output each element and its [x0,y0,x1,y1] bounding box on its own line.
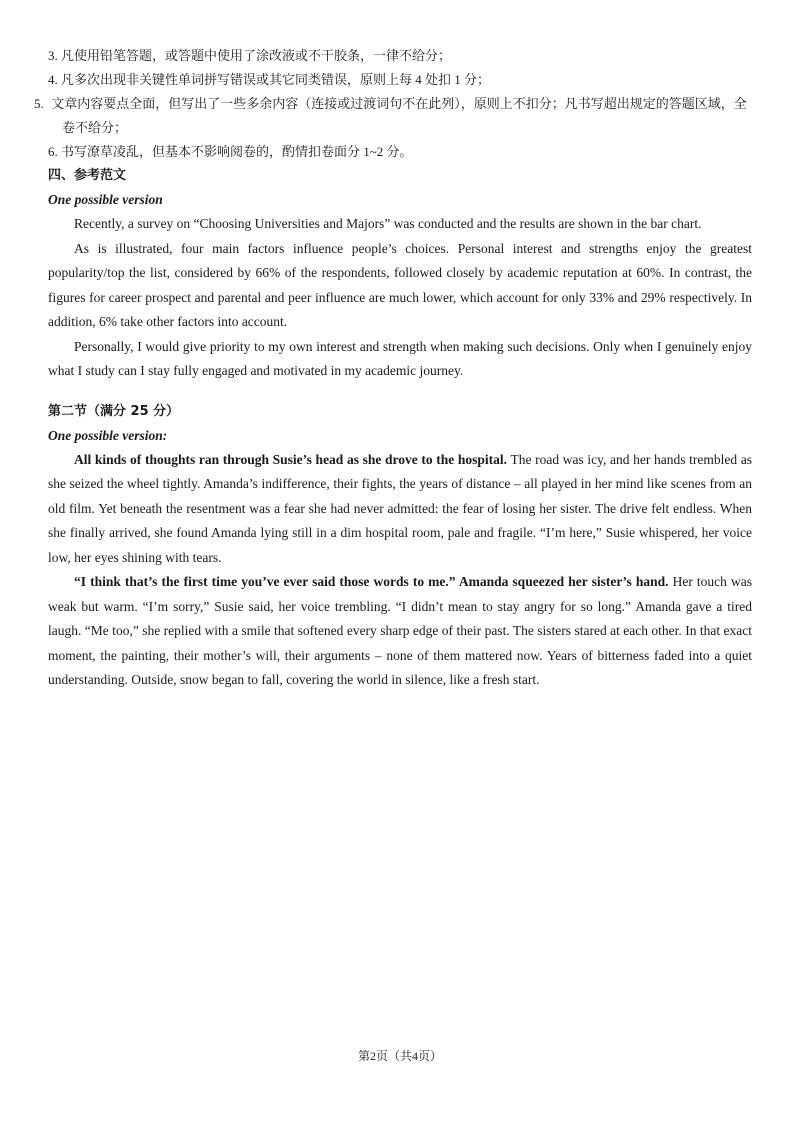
rule-item-5: 5. 文章内容要点全面，但写出了一些多余内容（连接或过渡词句不在此列），原则上不扣分；凡书写超出规定的答题区域，全卷不给分； [34,96,747,135]
document-page [34,44,752,693]
version-label: One possible version [48,192,163,207]
page-number-footer: 第2页（共4页） [357,1049,442,1063]
section-spacer [48,384,752,400]
rule-text: 文章内容要点全面，但写出了一些多余内容（连接或过渡词句不在此列），原则上不扣分；凡书写超出规定的答题区域，全卷不给分； [51,96,747,135]
rule-number: 6. [48,144,58,159]
essay-paragraph-1: Recently, a survey on “Choosing Universities and Majors” was conducted and the results are shown in the bar chart. [74,216,702,231]
story-paragraph-2 [48,570,752,693]
essay-paragraph-2: As is illustrated, four main factors influence people’s choices. Personal interest and strengths enjoy the greatest popularity/top the list, considered by 66% of the respondents, followed closely by academic reputation at 60%. In contrast, the figures for career prospect and parental and peer influence are much lower, which account for only 33% and 29% respectively. In addition, 6% take other factors into account. [48,240,752,329]
rule-text: 凡使用铅笔答题，或答题中使用了涂改液或不干胶条，一律不给分； [61,48,452,63]
rule-number: 3. [48,48,58,63]
rule-text: 书写潦草凌乱，但基本不影响阅卷的，酌情扣卷面分 1~2 分。 [61,144,413,159]
rule-text: 凡多次出现非关键性单词拼写错误或其它同类错误，原则上每 4 处扣 1 分； [61,72,491,87]
section-heading-part-two: 第二节（满分 25 分） [48,403,180,419]
rule-item-3 [48,44,752,68]
story-second-opening-sentence: “I think that’s the first time you’ve ever said those words to me.” Amanda squeezed her sister’s hand. [74,574,669,589]
rule-item-4 [48,68,752,92]
section-heading-sample-essay: 四、参考范文 [48,168,127,183]
essay-paragraph-3: Personally, I would give priority to my own interest and strength when making such decisions. Only when I genuinely enjoy what I study can I stay fully engaged and motivated in my academic journey. [48,338,752,378]
story-paragraph-1 [48,448,752,571]
story-opening-sentence: All kinds of thoughts ran through Susie’s head as she drove to the hospital. [74,451,508,467]
story-paragraph-2-body: Her touch was weak but warm. “I’m sorry,” Susie said, her voice trembling. “I didn’t mean to stay angry for so long.” Amanda gave a tired laugh. “Me too,” she replied with a smile that softened every sharp edge of their past. The sisters stared at each other. In that exact moment, the painting, their mother’s will, their arguments – none of them mattered now. Years of bitterness faded into a quiet understanding. Outside, snow began to fall, covering the world in silence, like a fresh start. [48,574,752,687]
rule-item-6 [48,140,752,164]
rule-number: 4. [48,72,58,87]
story-paragraph-1-body: The road was icy, and her hands trembled as she seized the wheel tightly. Amanda’s indifference, their fights, the years of distance – all played in her mind like scenes from an old film. Yet beneath the resentment was a fear she had never admitted: the fear of losing her sister. The drive felt endless. When she finally arrived, she found Amanda lying still in a dim hospital room, pale and fragile. “I’m here,” Susie whispered, her voice low, her eyes shining with tears. [48,451,752,565]
version-label: One possible version: [48,427,168,443]
